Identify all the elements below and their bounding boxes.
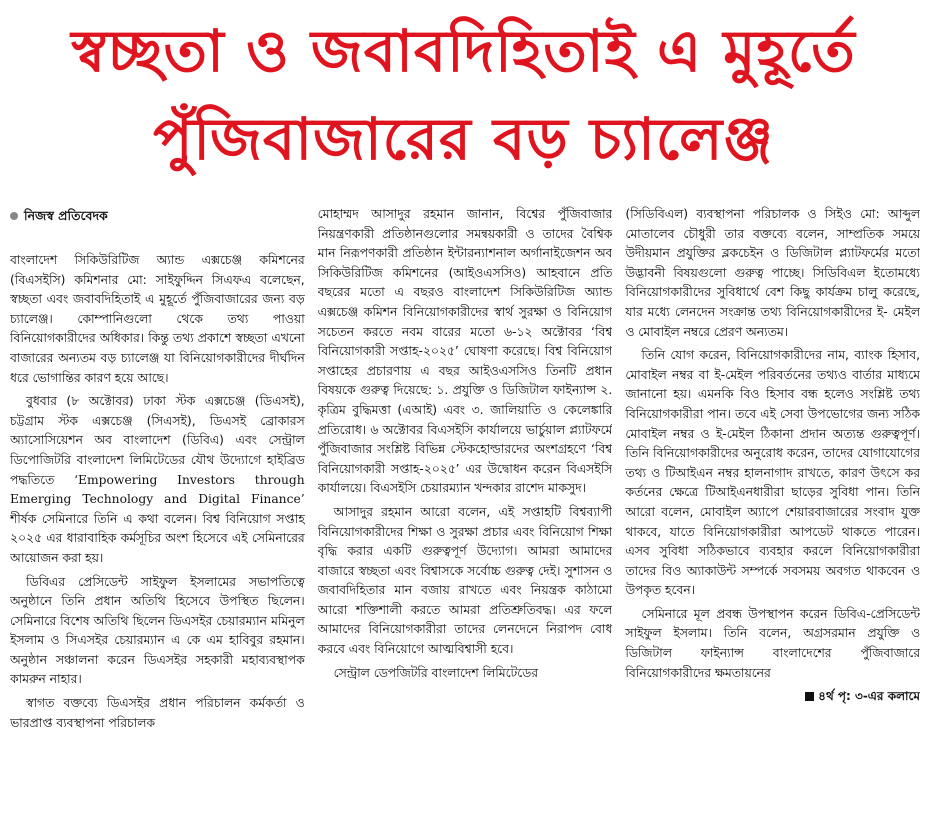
byline bbox=[10, 205, 305, 227]
paragraph bbox=[10, 392, 305, 568]
paragraph: আসাদুর রহমান আরো বলেন, এই সপ্তাহটি বিশ্বব্যাপী বিনিয়োগকারীদের শিক্ষা ও সুরক্ষা প্রচার এবং বিনিয়োগ শিক্ষা বৃদ্ধি করার একটি গুরুত্বপূর্ণ উদ্যোগ। আমরা আমাদের বাজারে স্বচ্ছতা এবং বিশ্বাসকে সর্বোচ্চ গুরুত্ব দেই। সুশাসন ও জবাবদিহিতার মান বজায় রাখতে এবং নিয়ন্ত্রক কাঠামো আরো শক্তিশালী করতে আমরা প্রতিশ্রুতিবদ্ধ। এর ফলে আমাদের বিনিয়োগকারীরা তাদের লেনদেনে নিরাপদ বোধ করবে এবং বিনিয়োগে আত্মবিশ্বাসী হবে। bbox=[317, 504, 613, 657]
headline-line-1: স্বচ্ছতা ও জবাবদিহিতাই এ মুহূর্তে bbox=[71, 17, 856, 85]
paragraph: মোহাম্মদ আসাদুর রহমান জানান, বিশ্বের পুঁজিবাজার নিয়ন্ত্রণকারী প্রতিষ্ঠানগুলোর সমন্বয়কারী ও তাদের বৈশ্বিক মান নিরূপণকারী প্রতিষ্ঠান ইন্টারন্যাশনাল অর্গানাইজেশন অব সিকিউরিটিজ কমিশনের (আইওএসসিও) আহবানে প্রতি বছরের মতো এ বছরও বাংলাদেশ সিকিউরিটিজ অ্যান্ড এক্সচেঞ্জ কমিশন বিনিয়োগকারীদের স্বার্থ সুরক্ষা ও বিনিয়োগ সচেতন করতে নবম বারের মতো ৬-১২ অক্টোবর ‘বিশ্ব বিনিয়োগকারী সপ্তাহ-২০২৫’ ঘোষণা করেছে। বিশ্ব বিনিয়োগ সপ্তাহের প্রচারণায় এ বছর আইওএসসিও তিনটি প্রধান বিষয়কে গুরুত্ব দিয়েছে: ১. প্রযুক্তি ও ডিজিটাল ফাইন্যান্স ২. কৃত্রিম বুদ্ধিমত্তা (এআই) এবং ৩. জালিয়াতি ও কেলেঙ্কারি প্রতিরোধ। ৬ অক্টোবর বিএসইসি কার্যালয়ে ভার্চুয়াল প্ল্যাটফর্মে পুঁজিবাজার সংশ্লিষ্ট বিভিন্ন স্টেকহোল্ডারদের অংশগ্রহণে ‘বিশ্ব বিনিয়োগকারী সপ্তাহ-২০২৫’ এর উদ্বোধন করেন বিএসইসি কার্যালয়ে। বিএসইসি চেয়ারম্যান খন্দকার রাশেদ মাকসুদ। bbox=[317, 207, 613, 496]
paragraph-text: বুধবার (৮ অক্টোবর) ঢাকা স্টক এক্সচেঞ্জ (ডিএসই), চট্টগ্রাম স্টক এক্সচেঞ্জ (সিএসই), ডিএসই ব্রোকারস অ্যাসোসিয়েশন অব বাংলাদেশ (ডিবিএ) এবং সেন্ট্রাল ডিপোজিটরি বাংলাদেশ লিমিটেডের যৌথ উদ্যোগে হাইব্রিড পদ্ধতিতে bbox=[10, 394, 305, 487]
headline bbox=[0, 8, 927, 184]
continuation-note bbox=[625, 687, 920, 707]
byline-text: নিজস্ব প্রতিবেদক bbox=[24, 208, 108, 223]
paragraph: সেমিনারে মূল প্রবন্ধ উপস্থাপন করেন ডিবিএ-প্রেসিডেন্ট সাইফুল ইসলাম। তিনি বলেন, অগ্রসরমান প্রযুক্তি ও ডিজিটাল ফাইন্যান্স বাংলাদেশের পুঁজিবাজারে বিনিয়োগকারীদের ক্ষমতায়নের bbox=[625, 606, 921, 680]
column-3 bbox=[625, 205, 920, 825]
column-2 bbox=[318, 205, 613, 825]
paragraph: স্বাগত বক্তব্যে ডিএসইর প্রধান পরিচালন কর্মকর্তা ও ভারপ্রাপ্ত ব্যবস্থাপনা পরিচালক bbox=[10, 696, 305, 730]
headline-line-2: পুঁজিবাজারের বড় চ্যালেঞ্জ bbox=[153, 105, 774, 173]
continuation-text: ৪র্থ পৃ: ৩-এর কলামে bbox=[818, 689, 921, 704]
paragraph: সেন্ট্রাল ডেপজিটরি বাংলাদেশ লিমিটেডের bbox=[333, 665, 538, 680]
square-bullet-icon bbox=[805, 692, 814, 701]
seminar-title-english: ‘Empowering Investors through Emerging Technology and Digital Finance’ bbox=[10, 472, 305, 507]
paragraph: বাংলাদেশ সিকিউরিটিজ অ্যান্ড এক্সচেঞ্জ কমিশনের (বিএসইসি) কমিশনার মো: সাইফুদ্দিন সিএফএ বলেছেন, স্বচ্ছতা এবং জবাবদিহিতাই এ মুহূর্তে পুঁজিবাজারের জন্য বড় চ্যালেঞ্জ। কোম্পানিগুলো থেকে তথ্য পাওয়া বিনিয়োগকারীদের অধিকার। কিন্তু তথ্য প্রকাশে স্বচ্ছতা এখনো বাজারের অন্যতম বড় চ্যালেঞ্জ যা বিনিয়োগকারীদের দীর্ঘদিন ধরে ভোগান্তির কারণ হয়ে আছে। bbox=[10, 253, 305, 385]
article-body bbox=[10, 205, 920, 825]
paragraph: (সিডিবিএল) ব্যবস্থাপনা পরিচালক ও সিইও মো: আব্দুল মোতালেব চৌধুরী তার বক্তব্যে বলেন, সাম্প্রতিক সময়ে উদীয়মান প্রযুক্তির ব্লকচেইন ও ডিজিটাল প্ল্যাটফর্মের মতো উদ্ভাবনী বিষয়গুলো গুরুত্ব পাচ্ছে। সিডিবিএল ইতোমধ্যে বিনিয়োগকারীদের সুবিধার্থে বেশ কিছু কার্যক্রম চালু করেছে, যার মধ্যে লেনদেন সংক্রান্ত তথ্য বিনিয়োগকারীদের ই- মেইল ও মোবাইল নম্বরে প্রেরণ অন্যতম। bbox=[625, 207, 921, 339]
paragraph-text: শীর্ষক সেমিনারে তিনি এ কথা বলেন। বিশ্ব বিনিয়োগ সপ্তাহ ২০২৫ এর ধারাবাহিক কর্মসূচির অংশ হিসেবে এই সেমিনারের আয়োজন করা হয়। bbox=[10, 511, 305, 565]
bullet-icon bbox=[10, 212, 18, 220]
column-1 bbox=[10, 205, 305, 825]
paragraph: ডিবিএর প্রেসিডেন্ট সাইফুল ইসলামের সভাপতিত্বে অনুষ্ঠানে তিনি প্রধান অতিথি হিসেবে উপস্থিত ছিলেন। সেমিনারে বিশেষ অতিথি ছিলেন ডিএসইর চেয়ারম্যান মমিনুল ইসলাম ও সিএসইর চেয়ারম্যান এ কে এম হাবিবুর রহমান। অনুষ্ঠান সঞ্চালনা করেন ডিএসইর সহকারী মহাব্যবস্থাপক কামরুন নাহার। bbox=[10, 574, 305, 687]
paragraph: তিনি যোগ করেন, বিনিয়োগকারীদের নাম, ব্যাংক হিসাব, মোবাইল নম্বর বা ই-মেইল পরিবর্তনের তথ্যও বার্তার মাধ্যমে জানানো হয়। এমনকি বিও হিসাব বন্ধ হলেও সংশ্লিষ্ট তথ্য বিনিয়োগকারীরা পান। তবে এই সেবা উপভোগের জন্য সঠিক মোবাইল নম্বর ও ই-মেইল ঠিকানা প্রদান অত্যন্ত গুরুত্বপূর্ণ। তিনি বিনিয়োগকারীদের অনুরোধ করেন, তাদের যোগাযোগের তথ্য ও টিআইএন নম্বর হালনাগাদ রাখতে, কারণ উৎসে কর কর্তনের ক্ষেত্রে টিআইএনধারীরা ছাড়ের সুবিধা পান। তিনি আরো বলেন, মোবাইল অ্যাপে শেয়ারবাজারের সংবাদ যুক্ত থাকবে, যাতে বিনিয়োগকারীরা আপডেট থাকতে পারেন। এসব সুবিধা সঠিকভাবে ব্যবহার করলে বিনিয়োগকারীরা তাদের বিও অ্যাকাউন্ট সম্পর্কে সবসময় অবগত থাকবেন ও উপকৃত হবেন। bbox=[625, 348, 921, 598]
